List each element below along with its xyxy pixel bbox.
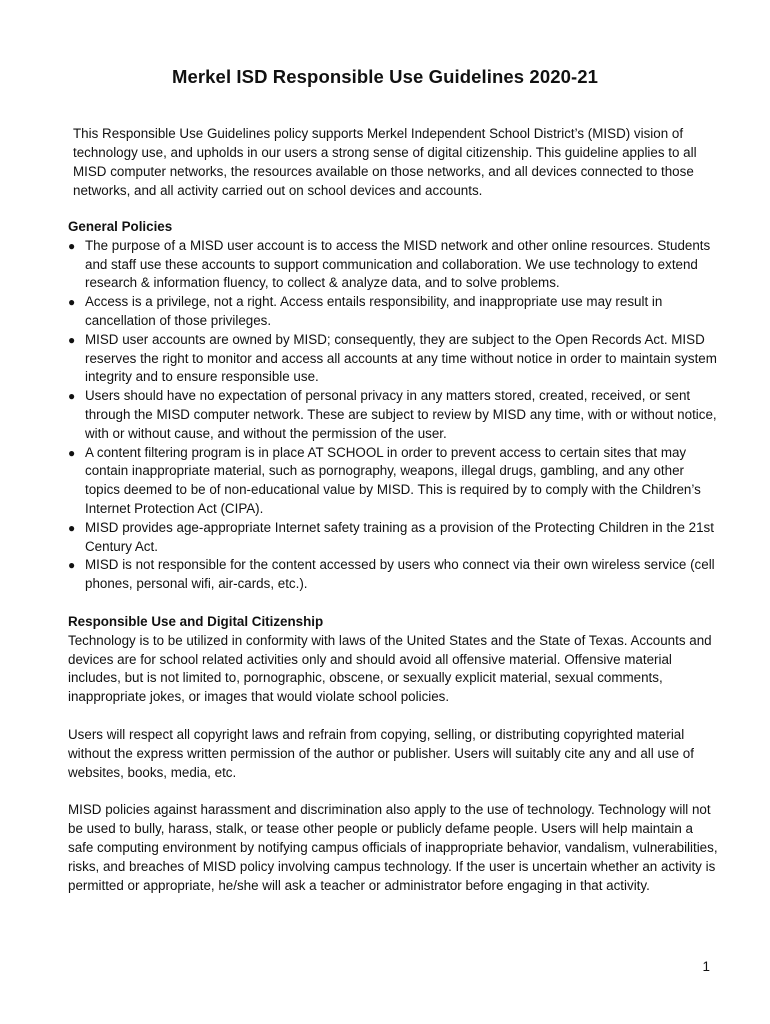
list-item-text: The purpose of a MISD user account is to access the MISD network and other online resources. Students and staff use these accounts to support communication and collaboration. We use technology to extend research & information fluency, to collect & analyze data, and to solve problems. [85, 237, 711, 291]
document-title: Merkel ISD Responsible Use Guidelines 2020-21 [171, 66, 599, 87]
general-policies-list [68, 237, 718, 594]
list-item-text: MISD user accounts are owned by MISD; consequently, they are subject to the Open Records Act. MISD reserves the right to monitor and access all accounts at any time without notice in order to maintain system integrity and to ensure responsible use. [85, 331, 717, 385]
list-item-text: Users should have no expectation of personal privacy in any matters stored, created, received, or sent through the MISD computer network. These are subject to review by MISD any time, with or without notice, with or without cause, and without the permission of the user. [85, 388, 717, 441]
responsible-use-paragraph-2: Users will respect all copyright laws and refrain from copying, selling, or distributing copyrighted material without the express written permission of the author or publisher. Users will suitably cite any and all use of websites, books, media, etc. [68, 726, 694, 780]
bullet-icon: ● [68, 389, 76, 404]
bullet-icon: ● [68, 238, 76, 253]
page-number: 1 [702, 959, 710, 974]
list-item [68, 293, 718, 331]
bullet-icon: ● [68, 445, 76, 460]
list-item [68, 556, 718, 594]
responsible-use-heading: Responsible Use and Digital Citizenship [68, 614, 324, 629]
responsible-use-paragraph-3: MISD policies against harassment and discrimination also apply to the use of technology. Technology will not be used to bully, harass, stalk, or tease other people or publicly defame people. Users will help maintain a safe computing environment by notifying campus officials of inappropriate behavior, vandalism, vulnerabilities, risks, and breaches of MISD policy involving campus technology. If the user is uncertain whether an activity is permitted or appropriate, he/she will ask a teacher or administrator before engaging in that activity. [68, 802, 718, 893]
general-policies-heading: General Policies [68, 219, 173, 234]
general-policies-section [68, 218, 718, 594]
list-item-text: A content filtering program is in place AT SCHOOL in order to prevent access to certain sites that may contain inappropriate material, such as pornography, weapons, illegal drugs, gambling, and any other topics deemed to be of non-educational value by MISD. This is required by to comply with the Children’s Internet Protection Act (CIPA). [85, 444, 701, 516]
list-item-text: MISD is not responsible for the content accessed by users who connect via their own wireless service (cell phones, personal wifi, air-cards, etc.). [85, 557, 715, 592]
list-item [68, 237, 718, 293]
intro-paragraph: This Responsible Use Guidelines policy supports Merkel Independent School District’s (MISD) vision of technology use, and upholds in our users a strong sense of digital citizenship. This guideline applies to all MISD computer networks, the resources available on those networks, and all devices connected to those networks, and all activity carried out on school devices and accounts. [73, 126, 697, 198]
list-item [68, 519, 718, 557]
bullet-icon: ● [68, 520, 76, 535]
responsible-use-section [68, 613, 718, 895]
list-item [68, 444, 718, 519]
bullet-icon: ● [68, 558, 76, 573]
responsible-use-paragraph-1: Technology is to be utilized in conformity with laws of the United States and the State of Texas. Accounts and devices are for school related activities only and should avoid all offensive material. Offensive material includes, but is not limited to, pornographic, obscene, or sexually explicit material, sexual comments, inappropriate jokes, or images that would violate school policies. [68, 632, 712, 705]
list-item [68, 387, 718, 443]
list-item [68, 331, 718, 387]
bullet-icon: ● [68, 332, 76, 347]
list-item-text: MISD provides age-appropriate Internet safety training as a provision of the Protecting Children in the 21st Century Act. [85, 519, 714, 554]
list-item-text: Access is a privilege, not a right. Access entails responsibility, and inappropriate use may result in cancellation of those privileges. [85, 294, 663, 328]
bullet-icon: ● [68, 295, 76, 310]
